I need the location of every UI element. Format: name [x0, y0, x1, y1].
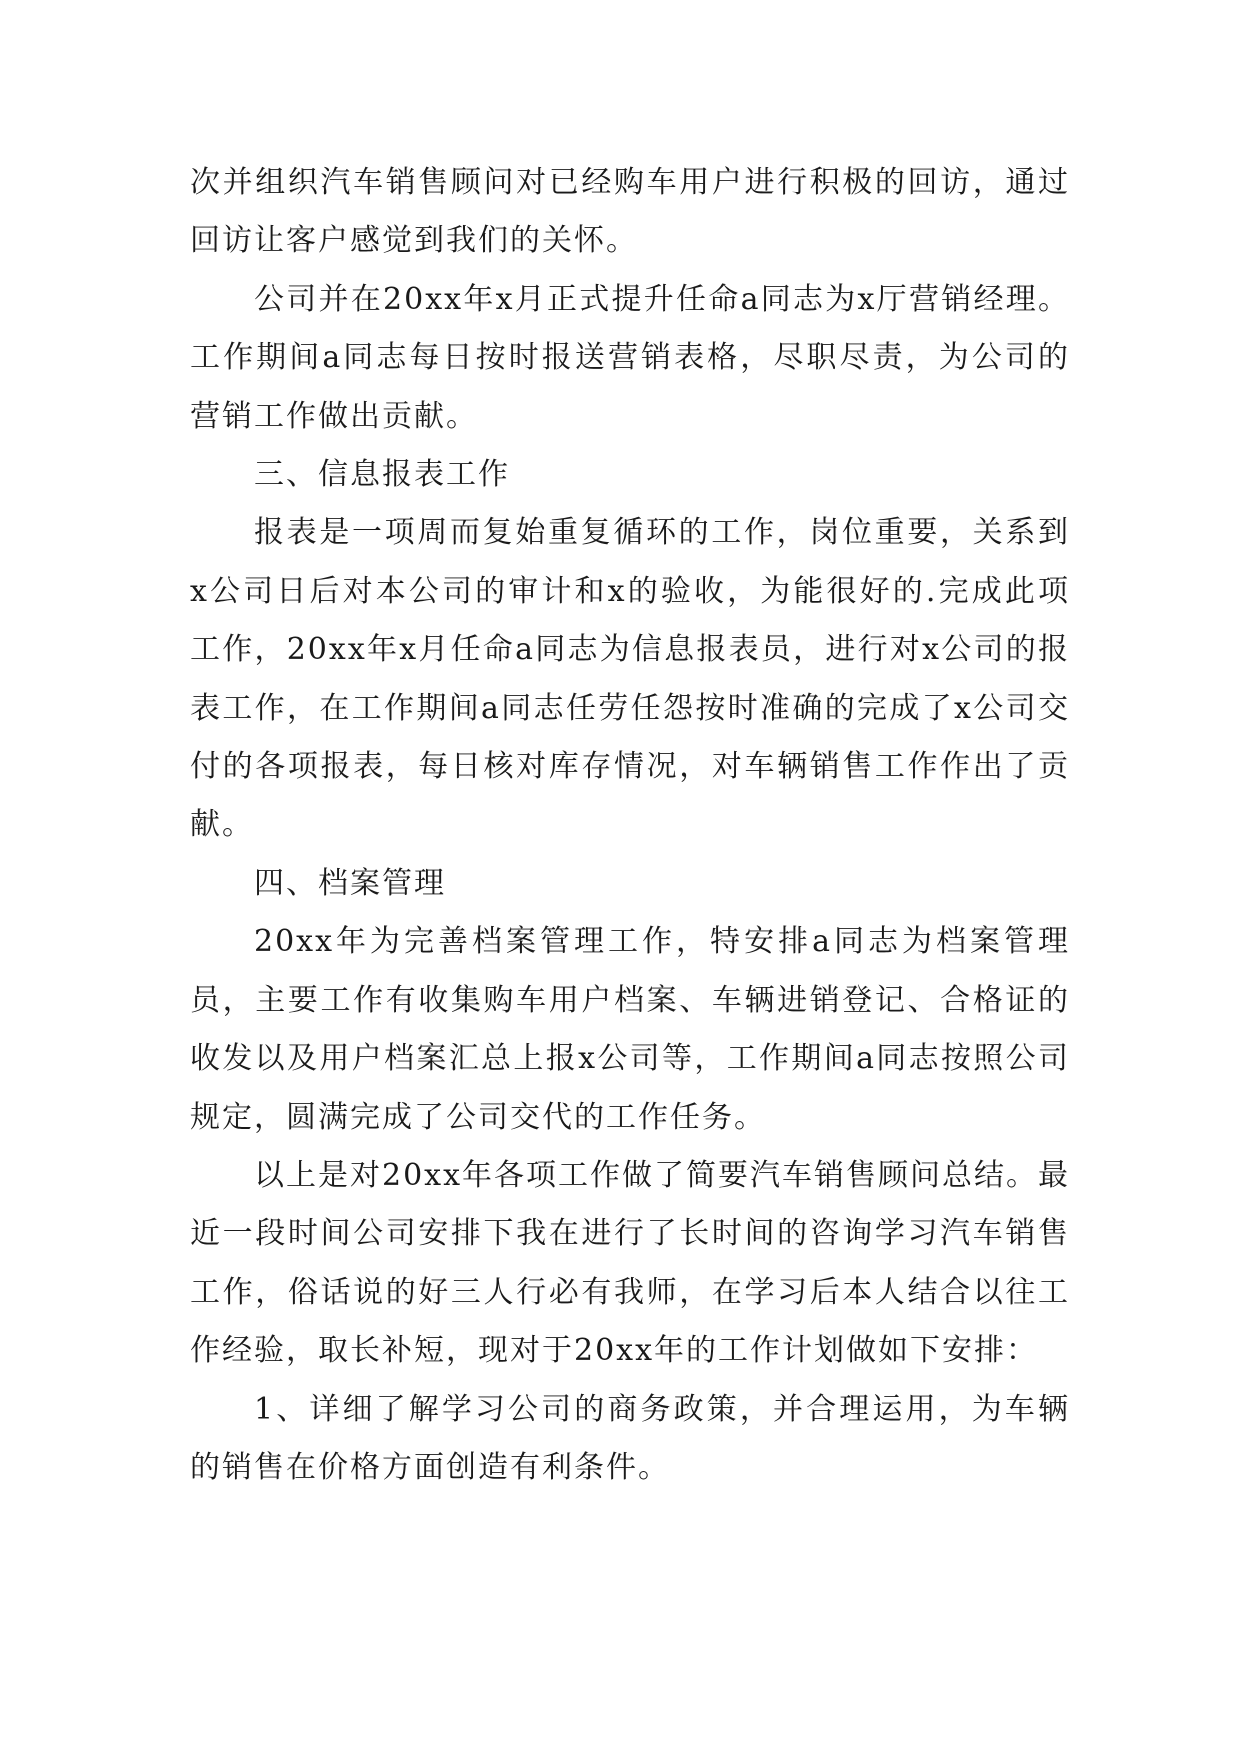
paragraph-manager-appointment: 公司并在20xx年x月正式提升任命a同志为x厅营销经理。工作期间a同志每日按时报送营销表格，尽职尽责，为公司的营销工作做出贡献。 — [190, 281, 1070, 434]
section-heading-info-reports: 三、信息报表工作 — [254, 457, 510, 493]
document-body — [190, 154, 1070, 1497]
paragraph-return-visits: 次并组织汽车销售顾问对已经购车用户进行积极的回访，通过回访让客户感觉到我们的关怀。 — [190, 165, 1070, 259]
paragraph-plan-item-1: 1、详细了解学习公司的商务政策，并合理运用，为车辆的销售在价格方面创造有利条件。 — [190, 1391, 1070, 1485]
paragraph-info-reports: 报表是一项周而复始重复循环的工作，岗位重要，关系到x公司日后对本公司的审计和x的验收，为能很好的.完成此项工作，20xx年x月任命a同志为信息报表员，进行对x公司的报表工作，在工作期间a同志任劳任怨按时准确的完成了x公司交付的各项报表，每日核对库存情况，对车辆销售工作作出了贡献。 — [190, 515, 1070, 843]
section-heading-archive-management: 四、档案管理 — [254, 865, 446, 901]
paragraph-archive-management: 20xx年为完善档案管理工作，特安排a同志为档案管理员，主要工作有收集购车用户档案、车辆进销登记、合格证的收发以及用户档案汇总上报x公司等，工作期间a同志按照公司规定，圆满完成了公司交代的工作任务。 — [190, 924, 1070, 1135]
paragraph-summary-and-plan: 以上是对20xx年各项工作做了简要汽车销售顾问总结。最近一段时间公司安排下我在进行了长时间的咨询学习汽车销售工作，俗话说的好三人行必有我师，在学习后本人结合以往工作经验，取长补短，现对于20xx年的工作计划做如下安排： — [190, 1157, 1071, 1369]
